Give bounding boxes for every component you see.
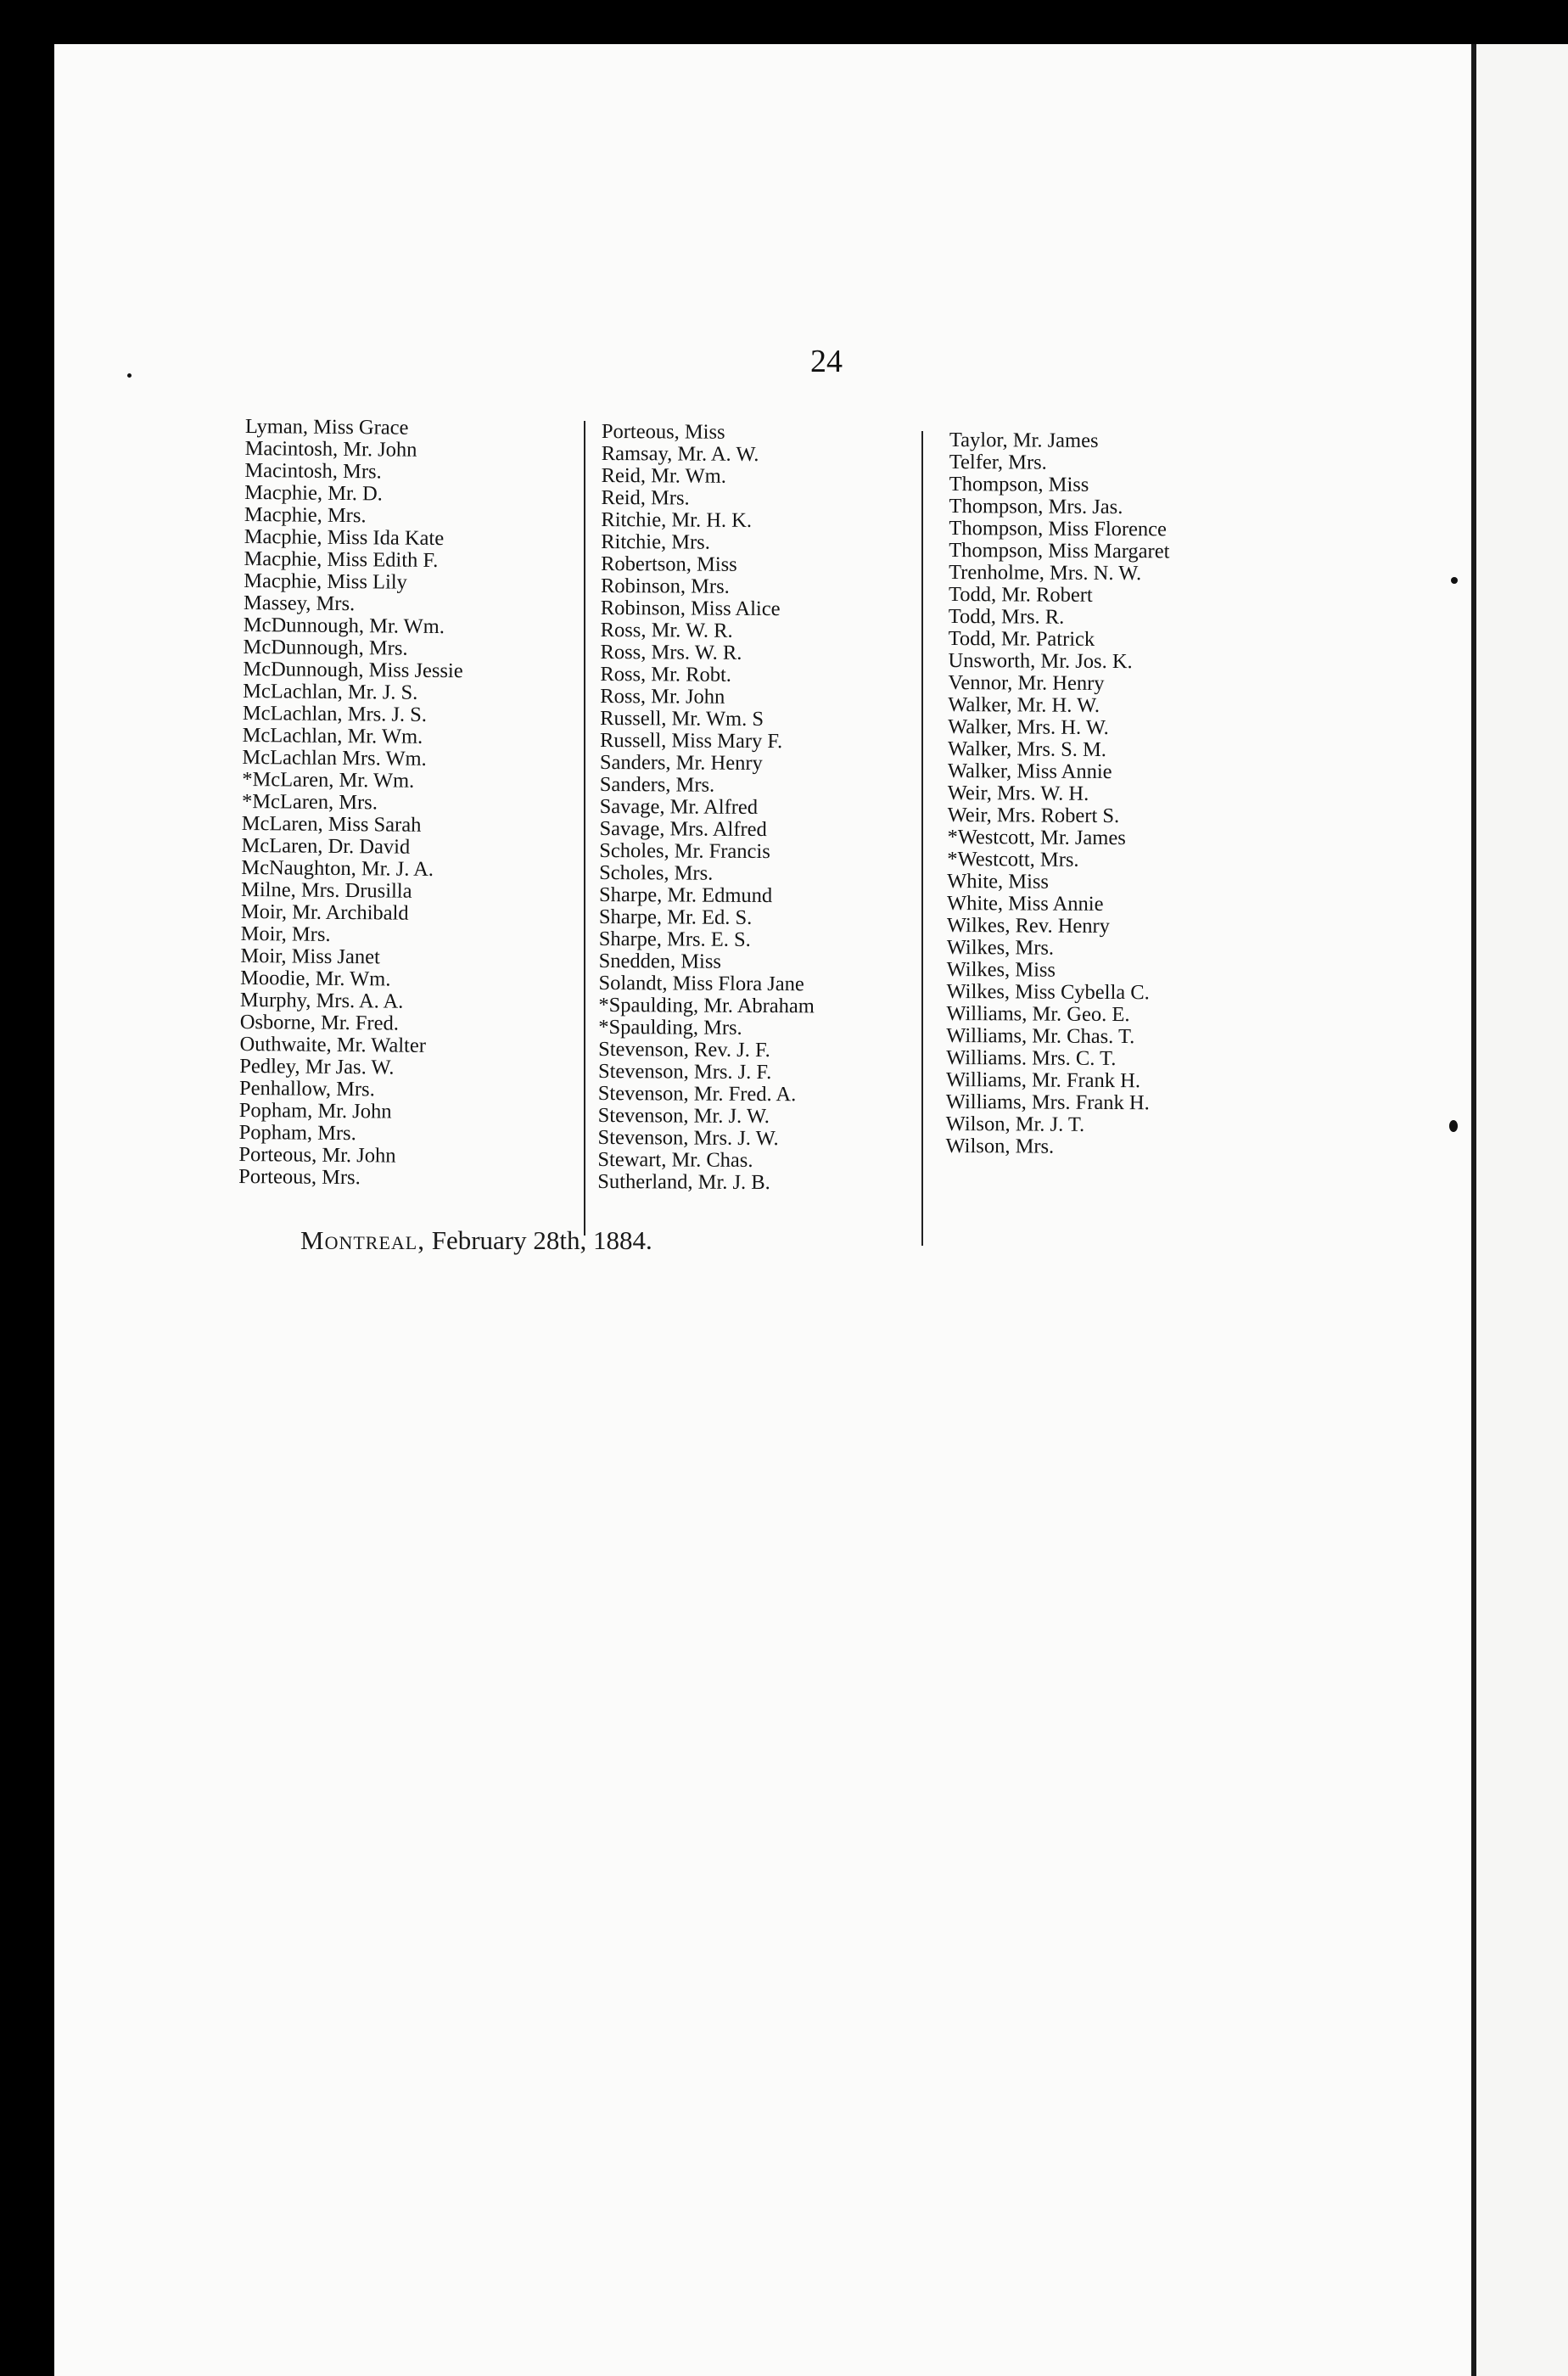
member-entry: McLaren, Miss Sarah [241,811,422,837]
member-entry: Thompson, Miss [949,472,1089,496]
member-entry: Walker, Mrs. S. M. [947,737,1107,761]
member-entry: Taylor, Mr. James [949,429,1099,452]
member-entry: Moodie, Mr. Wm. [240,966,391,991]
member-entry: Porteous, Mrs. [238,1164,361,1190]
member-entry: Stevenson, Mrs. J. W. [597,1125,779,1151]
member-entry: McLachlan Mrs. Wm. [242,745,427,771]
member-entry: Trenholme, Mrs. N. W. [949,560,1142,586]
member-entry: *McLaren, Mrs. [241,789,378,815]
member-entry: Williams, Mr. Frank H. [945,1068,1141,1093]
member-entry: Thompson, Miss Margaret [949,538,1170,563]
page-number: 24 [810,344,843,379]
member-entry: Ritchie, Mrs. [601,530,710,554]
member-entry: Macphie, Miss Ida Kate [244,524,445,551]
member-entry: Vennor, Mr. Henry [948,670,1105,695]
speck [1451,577,1458,584]
place-date-line [300,1225,652,1256]
member-entry: Solandt, Miss Flora Jane [598,971,804,996]
member-entry: Ross, Mrs. W. R. [600,640,742,664]
member-entry: McLachlan, Mrs. J. S. [242,701,428,726]
member-entry: *Westcott, Mrs. [947,847,1079,871]
document-page [54,44,1568,2376]
member-entry: Wilson, Mrs. [945,1134,1055,1158]
member-entry: Williams, Mr. Chas. T. [946,1023,1135,1049]
member-entry: Stevenson, Rev. J. F. [598,1037,770,1062]
member-entry: Thompson, Mrs. Jas. [949,494,1123,519]
member-entry: Weir, Mrs. W. H. [947,781,1089,805]
facing-page-edge [1476,44,1568,2376]
footer-date: February 28th, 1884. [431,1225,652,1255]
member-entry: *Spaulding, Mrs. [598,1015,742,1040]
member-entry: Reid, Mrs. [601,485,690,510]
member-entry: Wilson, Mr. J. T. [945,1112,1085,1136]
member-entry: Scholes, Mrs. [599,860,714,885]
member-entry: Sharpe, Mrs. E. S. [598,927,751,951]
member-entry: Porteous, Mr. John [238,1142,396,1168]
member-entry: Stewart, Mr. Chas. [597,1147,753,1172]
member-entry: Sharpe, Mr. Ed. S. [598,905,753,929]
member-list-column-2 [597,421,817,1194]
member-entry: Todd, Mr. Robert [948,582,1093,607]
member-entry: Moir, Miss Janet [240,944,380,969]
member-entry: Macphie, Mr. D. [244,480,383,506]
member-entry: Milne, Mrs. Drusilla [241,877,412,903]
member-entry: Wilkes, Miss Cybella C. [946,979,1150,1005]
member-entry: McLachlan, Mr. Wm. [242,723,423,748]
member-entry: Thompson, Miss Florence [949,516,1168,541]
member-list-column-1 [238,416,465,1190]
member-entry: White, Miss Annie [947,891,1104,916]
member-entry: Ross, Mr. Robt. [600,662,732,686]
member-entry: Stevenson, Mrs. J. F. [597,1059,772,1084]
member-entry: Williams, Mr. Geo. E. [946,1001,1130,1027]
member-entry: Sanders, Mr. Henry [599,750,763,775]
member-entry: Moir, Mr. Archibald [240,899,409,925]
member-entry: Robinson, Miss Alice [600,596,781,621]
member-entry: Macphie, Miss Edith F. [244,546,439,572]
member-entry: Walker, Mrs. H. W. [948,714,1109,739]
footer-place: Montreal, [300,1225,425,1255]
member-entry: Scholes, Mr. Francis [599,838,770,864]
member-entry: Snedden, Miss [598,949,722,973]
member-entry: Robertson, Miss [601,552,737,576]
member-entry: Russell, Miss Mary F. [599,728,783,754]
member-entry: Sutherland, Mr. J. B. [597,1169,770,1195]
speck [1449,1120,1458,1132]
member-entry: Macintosh, Mrs. [244,458,382,484]
member-entry: Ritchie, Mr. H. K. [601,507,753,532]
member-entry: Ross, Mr. W. R. [600,618,733,642]
member-entry: Penhallow, Mrs. [238,1076,375,1101]
member-entry: Walker, Mr. H. W. [948,692,1100,717]
member-entry: Reid, Mr. Wm. [601,463,726,488]
column-divider [584,421,585,1236]
column-divider [921,431,923,1246]
member-entry: Williams, Mrs. Frank H. [945,1090,1150,1115]
member-entry: Osborne, Mr. Fred. [239,1010,400,1035]
member-entry: Outhwaite, Mr. Walter [239,1032,427,1057]
member-entry: Stevenson, Mr. J. W. [597,1103,770,1129]
member-entry: *McLaren, Mr. Wm. [242,767,415,793]
member-entry: Sanders, Mrs. [599,772,715,797]
member-entry: Sharpe, Mr. Edmund [599,883,773,908]
member-entry: Williams. Mrs. C. T. [946,1045,1117,1071]
member-entry: McDunnough, Miss Jessie [243,657,463,683]
member-entry: Todd, Mr. Patrick [948,626,1095,651]
member-entry: Unsworth, Mr. Jos. K. [948,648,1133,674]
member-entry: Lyman, Miss Grace [244,415,409,440]
member-entry: Russell, Mr. Wm. S [600,706,764,731]
member-entry: Todd, Mrs. R. [948,604,1065,629]
speck [127,373,132,378]
member-entry: Ramsay, Mr. A. W. [601,441,759,466]
member-entry: Macintosh, Mr. John [244,436,417,462]
member-entry: Telfer, Mrs. [949,450,1047,474]
member-entry: Wilkes, Miss [946,957,1056,982]
member-entry: Massey, Mrs. [243,591,356,616]
member-entry: Macphie, Miss Lily [244,569,408,594]
member-entry: Murphy, Mrs. A. A. [239,988,404,1013]
member-entry: Stevenson, Mr. Fred. A. [597,1081,797,1107]
member-entry: Walker, Miss Annie [947,759,1112,784]
member-entry: Savage, Mrs. Alfred [599,816,767,842]
member-entry: Popham, Mr. John [238,1098,392,1124]
member-entry: Wilkes, Mrs. [946,935,1055,960]
member-entry: Robinson, Mrs. [600,574,730,598]
member-entry: Weir, Mrs. Robert S. [947,803,1120,828]
member-entry: *Westcott, Mr. James [947,825,1126,850]
member-entry: McDunnough, Mrs. [243,635,408,660]
member-list-column-3 [946,429,1171,1158]
member-entry: McDunnough, Mr. Wm. [243,613,445,639]
member-entry: Pedley, Mr Jas. W. [239,1054,395,1079]
member-entry: Macphie, Mrs. [244,502,367,528]
member-entry: Porteous, Miss [601,420,725,444]
member-entry: *Spaulding, Mr. Abraham [598,993,815,1018]
member-entry: Wilkes, Rev. Henry [946,913,1111,938]
member-entry: McNaughton, Mr. J. A. [241,855,434,881]
member-entry: McLachlan, Mr. J. S. [243,679,418,704]
page-gutter-line [1471,44,1476,2376]
member-entry: Moir, Mrs. [240,922,331,946]
member-entry: Ross, Mr. John [600,684,725,709]
member-entry: McLaren, Dr. David [241,833,411,859]
member-entry: White, Miss [947,869,1050,894]
member-entry: Popham, Mrs. [238,1120,356,1146]
member-entry: Savage, Mr. Alfred [599,794,759,819]
